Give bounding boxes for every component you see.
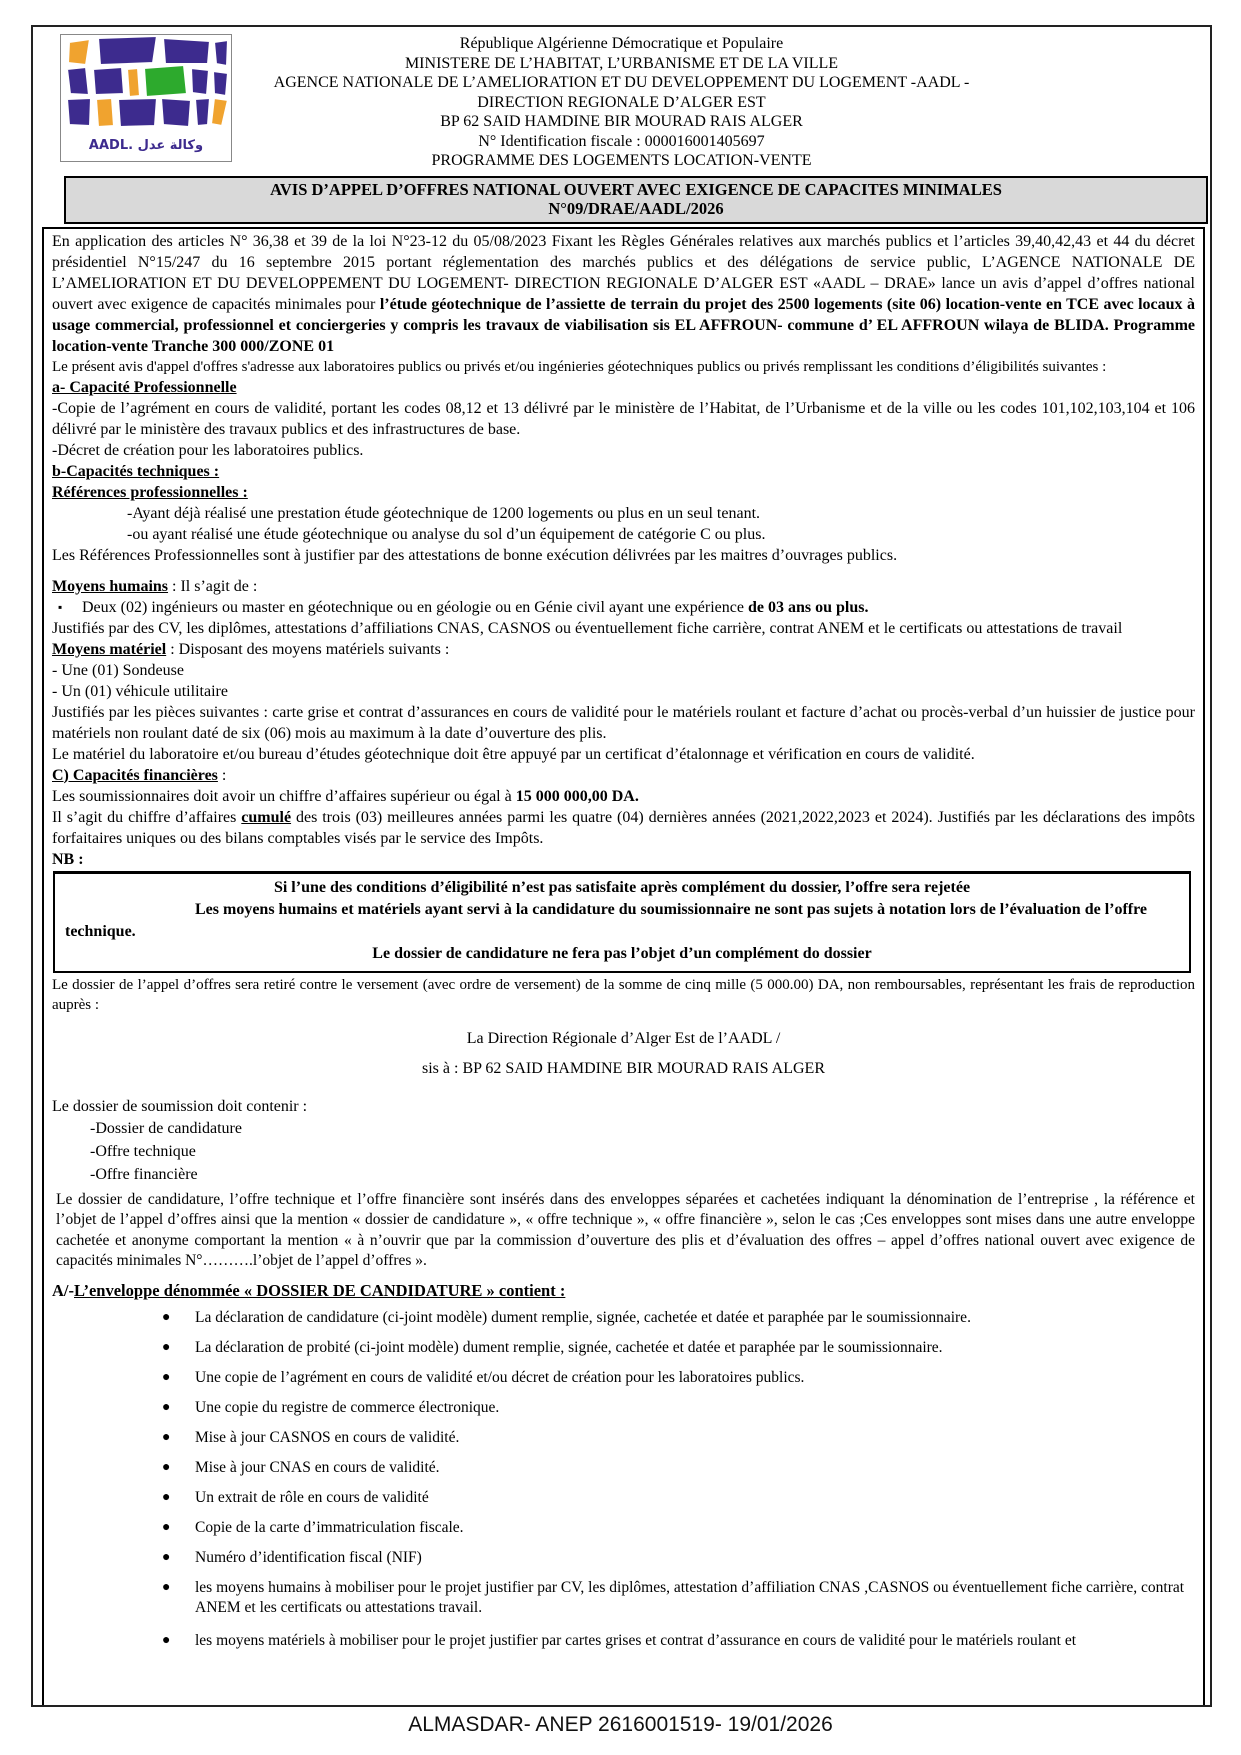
intro-paragraph	[52, 231, 1195, 357]
header-direction-line: DIRECTION REGIONALE D’ALGER EST	[477, 93, 766, 111]
square-bullet-icon: ▪	[58, 599, 63, 614]
turnover-detail-start: Il s’agit du chiffre d’affaires	[52, 808, 242, 826]
logo-mosaic-piece	[213, 71, 228, 96]
logo-mosaic-piece	[93, 67, 124, 95]
logo-mosaic-piece	[144, 65, 187, 97]
section-c-heading: C) Capacités financières	[52, 766, 218, 784]
references-heading: Références professionnelles :	[52, 483, 248, 501]
candidature-item: ● les moyens matériels à mobiliser pour le projet justifier par cartes grises et contrat d’assurance en cours de validité pour le matériels roulant et	[162, 1631, 1195, 1651]
aadl-logo	[60, 34, 232, 162]
logo-mosaic-piece	[191, 68, 209, 95]
eligibility-intro: Le présent avis d'appel d'offres s'adresse aux laboratoires publics ou privés et/ou ingénieries géotechniques publics ou privés remplissant les conditions d’éligibilités suivantes :	[52, 358, 1107, 375]
candidature-item: ● Mise à jour CASNOS en cours de validité.	[162, 1428, 1195, 1448]
logo-mosaic-piece	[68, 39, 90, 65]
candidature-heading-text: L’enveloppe dénommée « DOSSIER DE CANDIDATURE » contient :	[74, 1280, 566, 1300]
tender-notice-document	[31, 25, 1212, 1707]
material-justification2: Le matériel du laboratoire et/ou bureau d’études géotechnique doit être appuyé par un certificat d’étalonnage et vérification en cours de validité.	[52, 745, 975, 763]
envelopes-paragraph: Le dossier de candidature, l’offre technique et l’offre financière sont insérés dans des enveloppes séparées et cachetées indiquant la dénomination de l’entreprise , la référence et l’objet de l’appel d’offres ainsi que la mention « dossier de candidature », « offre technique », « offre financière », selon le cas ;Ces enveloppes sont mises dans une autre enveloppe cachetée et anonyme comportant la mention « à n’ouvrir que par la commission d’ouverture des plis et d’évaluation des offres – appel d’offres national ouvert avec exigence de capacités minimales N°……….l’objet de l’appel d’offres ».	[56, 1190, 1195, 1269]
turnover-requirement: Les soumissionnaires doit avoir un chiffre d’affaires supérieur ou égal à	[52, 787, 516, 805]
logo-mosaic-piece	[163, 38, 210, 64]
material-justification1: Justifiés par les pièces suivantes : carte grise et contrat d’assurances en cours de validité pour le matériels roulant et facture d’achat ou procès-verbal d’un huissier de justice pour matériels non roulant daté de six (06) mois au maximum à la date d’ouverture des plis.	[52, 703, 1195, 742]
turnover-cumule: cumulé	[241, 808, 292, 826]
logo-mosaic-piece	[161, 98, 191, 127]
section-c-heading-line	[52, 765, 1195, 786]
section-a-heading: a- Capacité Professionnelle	[52, 378, 237, 396]
withdrawal-address-2: sis à : BP 62 SAID HAMDINE BIR MOURAD RAIS ALGER	[422, 1059, 825, 1077]
candidature-item: ● Copie de la carte d’immatriculation fiscale.	[162, 1518, 1195, 1538]
nb-label: NB :	[52, 850, 84, 868]
nb-condition-2: Les moyens humains et matériels ayant servi à la candidature du soumissionnaire ne sont pas sujets à notation lors de l’évaluation de l’offre technique.	[65, 900, 1148, 940]
logo-mosaic-piece	[195, 98, 210, 126]
submission-intro: Le dossier de soumission doit contenir :	[52, 1097, 308, 1115]
candidature-item: ● Numéro d’identification fiscal (NIF)	[162, 1548, 1195, 1568]
withdrawal-paragraph: Le dossier de l’appel d’offres sera retiré contre le versement (avec ordre de versement) de la somme de cinq mille (5 000.00) DA, non remboursables, représentant les frais de reproduction auprès :	[52, 976, 1195, 1013]
experience-requirement: de 03 ans ou plus.	[747, 598, 869, 616]
human-resources-requirement: Deux (02) ingénieurs ou master en géotechnique ou en géologie ou en Génie civil ayant une expérience	[82, 598, 748, 616]
header-address-line: BP 62 SAID HAMDINE BIR MOURAD RAIS ALGER	[440, 113, 803, 130]
submission-item-2: -Offre technique	[90, 1142, 196, 1160]
withdrawal-address-1: La Direction Régionale d’Alger Est de l’AADL /	[466, 1029, 781, 1047]
candidature-item: ● Une copie du registre de commerce électronique.	[162, 1398, 1195, 1418]
notice-body	[42, 227, 1205, 1708]
candidature-item: ● les moyens humains à mobiliser pour le projet justifier par CV, les diplômes, attestation d’affiliation CNAS ,CASNOS ou éventuellement fiche carrière, contrat ANEM et les certificats ou attestations travail.	[162, 1578, 1195, 1618]
logo-mosaic-piece	[214, 40, 228, 66]
reference-item1: -Ayant déjà réalisé une prestation étude géotechnique de 1200 logements ou plus en un seul tenant.	[127, 504, 761, 522]
references-justification: Les Références Professionnelles sont à justifier par des attestations de bonne exécution délivrées par les maitres d’ouvrages publics.	[52, 546, 898, 564]
material-item1: - Une (01) Sondeuse	[52, 661, 184, 679]
section-c-heading-rest: :	[217, 766, 227, 784]
candidature-item: ● La déclaration de candidature (ci-joint modèle) dument remplie, signée, cachetée et datée et paraphée par le soumissionnaire.	[162, 1308, 1195, 1328]
turnover-detail-rest: des trois (03) meilleures années parmi les quatre (04) dernières années (2021,2022,2023 et 2024). Justifiés par les déclarations des impôts forfaitaires uniques ou des bilans comptables visés par le service des Impôts.	[52, 808, 1196, 847]
logo-caption: AADL. وكالة عدل	[88, 138, 204, 153]
candidature-item: ● Un extrait de rôle en cours de validité	[162, 1488, 1195, 1508]
human-resources-heading-rest: : Il s’agit de :	[168, 577, 258, 595]
logo-mosaic-piece	[67, 98, 91, 126]
material-resources-heading-rest: : Disposant des moyens matériels suivants :	[166, 640, 450, 658]
submission-item-3: -Offre financière	[90, 1165, 198, 1183]
candidature-item: ● Une copie de l’agrément en cours de validité et/ou décret de création pour les laboratoires publics.	[162, 1368, 1195, 1388]
candidature-envelope-heading	[52, 1280, 1195, 1301]
anep-footer: ALMASDAR- ANEP 2616001519- 19/01/2026	[408, 1713, 833, 1736]
aadl-logo-image	[60, 34, 232, 162]
turnover-amount: 15 000 000,00 DA.	[515, 787, 639, 805]
header-agency-line: AGENCE NATIONALE DE L’AMELIORATION ET DU DEVELOPPEMENT DU LOGEMENT -AADL -	[273, 74, 970, 91]
turnover-detail-line	[52, 807, 1195, 849]
reference-item2: -ou ayant réalisé une étude géotechnique ou analyse du sol d’un équipement de catégorie C ou plus.	[127, 525, 766, 543]
section-b-heading: b-Capacités techniques :	[52, 462, 220, 480]
spacer	[52, 566, 1195, 576]
logo-mosaic-piece	[98, 36, 157, 65]
turnover-requirement-line	[52, 786, 1195, 807]
logo-mosaic-piece	[67, 67, 89, 95]
notice-number: N°09/DRAE/AADL/2026	[548, 199, 724, 218]
candidature-heading-prefix: A/-	[52, 1280, 74, 1300]
nb-conditions-box	[53, 871, 1191, 973]
human-resources-bullet	[52, 597, 1195, 618]
header-republic-line: République Algérienne Démocratique et Populaire	[459, 35, 784, 52]
human-resources-heading: Moyens humains	[52, 577, 169, 595]
intro-project-title: l’étude géotechnique de l’assiette de terrain du projet des 2500 logements (site 06) location-vente en TCE avec locaux à usage commercial, professionnel et conciergeries y compris les travaux de viabilisation sis EL AFFROUN- commune d’ EL AFFROUN wilaya de BLIDA. Programme location-vente Tranche 300 000/ZONE 01	[52, 295, 1195, 355]
section-a-item1: -Copie de l’agrément en cours de validité, portant les codes 08,12 et 13 délivré par le ministère de l’Habitat, de l’Urbanisme et de la ville ou les codes 101,102,103,104 et 106 délivré par le ministère des travaux publics et des infrastructures de base.	[52, 399, 1195, 438]
header-fiscal-id-line: N° Identification fiscale : 000016001405697	[478, 132, 765, 150]
logo-mosaic-piece	[118, 98, 157, 127]
notice-title: AVIS D’APPEL D’OFFRES NATIONAL OUVERT AVEC EXIGENCE DE CAPACITES MINIMALES	[270, 179, 1002, 199]
material-resources-heading: Moyens matériel	[52, 640, 167, 658]
logo-mosaic-piece	[96, 98, 114, 127]
candidature-items-list	[52, 1308, 1195, 1651]
candidature-item: ● La déclaration de probité (ci-joint modèle) dument remplie, signée, cachetée et datée et paraphée par le soumissionnaire.	[162, 1338, 1195, 1358]
document-header	[33, 27, 1210, 171]
nb-condition-1: Si l’une des conditions d’éligibilité n’est pas satisfaite après complément du dossier, l’offre sera rejetée	[273, 878, 971, 896]
logo-mosaic-piece	[127, 68, 140, 97]
material-item2: - Un (01) véhicule utilitaire	[52, 682, 228, 700]
notice-title-banner	[64, 176, 1208, 224]
header-ministry-line: MINISTERE DE L’HABITAT, L’URBANISME ET DE LA VILLE	[404, 54, 839, 72]
material-resources-heading-line	[52, 639, 1195, 660]
header-program-line: PROGRAMME DES LOGEMENTS LOCATION-VENTE	[431, 152, 812, 169]
candidature-item: ● Mise à jour CNAS en cours de validité.	[162, 1458, 1195, 1478]
intro-text: En application des articles N° 36,38 et 39 de la loi N°23-12 du 05/08/2023 Fixant les Règles Générales relatives aux marchés publics et l’articles 39,40,42,43 et 44 du décret présidentiel N°15/247 du 16 septembre 2015 portant réglementation des marchés publics et des délégations de service public, L’AGENCE NATIONALE DE L’AMELIORATION ET DU DEVELOPPEMENT DU LOGEMENT- DIRECTION REGIONALE D’ALGER EST «AADL – DRAE» lance un avis d’appel d’offres national ouvert avec exigence de capacités minimales pour	[52, 232, 1195, 313]
section-a-item2: -Décret de création pour les laboratoires publics.	[52, 441, 364, 459]
submission-item-1: -Dossier de candidature	[90, 1119, 242, 1137]
human-resources-heading-line	[52, 576, 1195, 597]
nb-condition-3: Le dossier de candidature ne fera pas l’objet d’un complément do dossier	[372, 944, 872, 962]
human-resources-justification: Justifiés par des CV, les diplômes, attestations d’affiliations CNAS, CASNOS ou éventuellement fiche carrière, contrat ANEM et le certificats ou attestations de travail	[52, 619, 1123, 637]
